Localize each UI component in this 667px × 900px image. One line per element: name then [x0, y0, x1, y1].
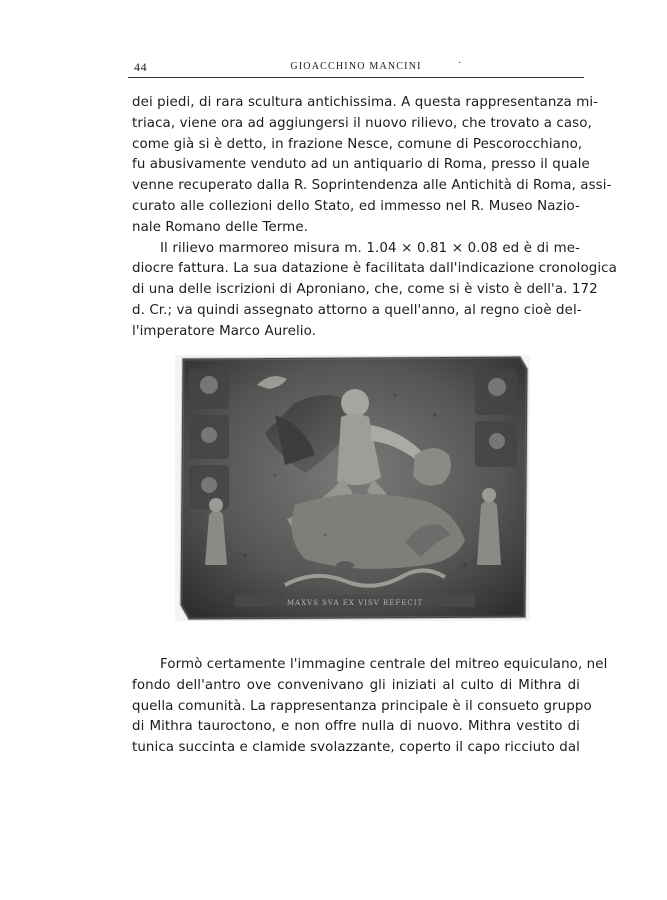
text-line: l'imperatore Marco Aurelio.: [132, 323, 316, 339]
relief-inscription: MAXVS SVA EX VISV REFECIT: [286, 599, 424, 607]
text-line: diocre fattura. La sua datazione è facilitata dall'indicazione cronologica: [132, 261, 617, 277]
running-header: [128, 58, 584, 76]
text-line: fu abusivamente venduto ad un antiquario di Roma, presso il quale: [132, 157, 590, 173]
text-line: curato alle collezioni dello Stato, ed immesso nel R. Museo Nazio-: [132, 198, 580, 214]
header-rule: [128, 77, 584, 78]
text-line: di una delle iscrizioni di Aproniano, che, come si è visto è dell'a. 172: [132, 282, 598, 298]
text-line: Il rilievo marmoreo misura m. 1.04 × 0.81 × 0.08 ed è di me-: [160, 240, 580, 256]
text-line: fondo dell'antro ove convenivano gli iniziati al culto di Mithra di: [132, 677, 580, 693]
text-line: nale Romano delle Terme.: [132, 219, 309, 235]
text-line: di Mithra tauroctono, e non offre nulla di nuovo. Mithra vestito di: [132, 719, 580, 735]
relief-photograph: [175, 355, 530, 621]
body-text-bottom: [132, 655, 608, 759]
body-text-top: [132, 93, 617, 343]
text-line: come già si è detto, in frazione Nesce, comune di Pescorocchiano,: [132, 136, 583, 152]
header-mark: ·: [458, 58, 462, 69]
text-line: dei piedi, di rara scultura antichissima. A questa rappresentanza mi-: [132, 95, 599, 110]
running-title: GIOACCHINO MANCINI: [290, 61, 422, 72]
text-line: venne recuperato dalla R. Soprintendenza alle Antichità di Roma, assi-: [132, 178, 612, 194]
text-line: Formò certamente l'immagine centrale del mitreo equiculano, nel: [160, 657, 608, 672]
text-line: d. Cr.; va quindi assegnato attorno a quell'anno, al regno cioè del-: [132, 302, 582, 318]
text-line: quella comunità. La rappresentanza principale è il consueto gruppo: [132, 698, 592, 714]
text-line: tunica succinta e clamide svolazzante, coperto il capo ricciuto dal: [132, 740, 580, 756]
text-line: triaca, viene ora ad aggiungersi il nuovo rilievo, che trovato a caso,: [132, 115, 592, 131]
page-number: 44: [134, 60, 148, 74]
